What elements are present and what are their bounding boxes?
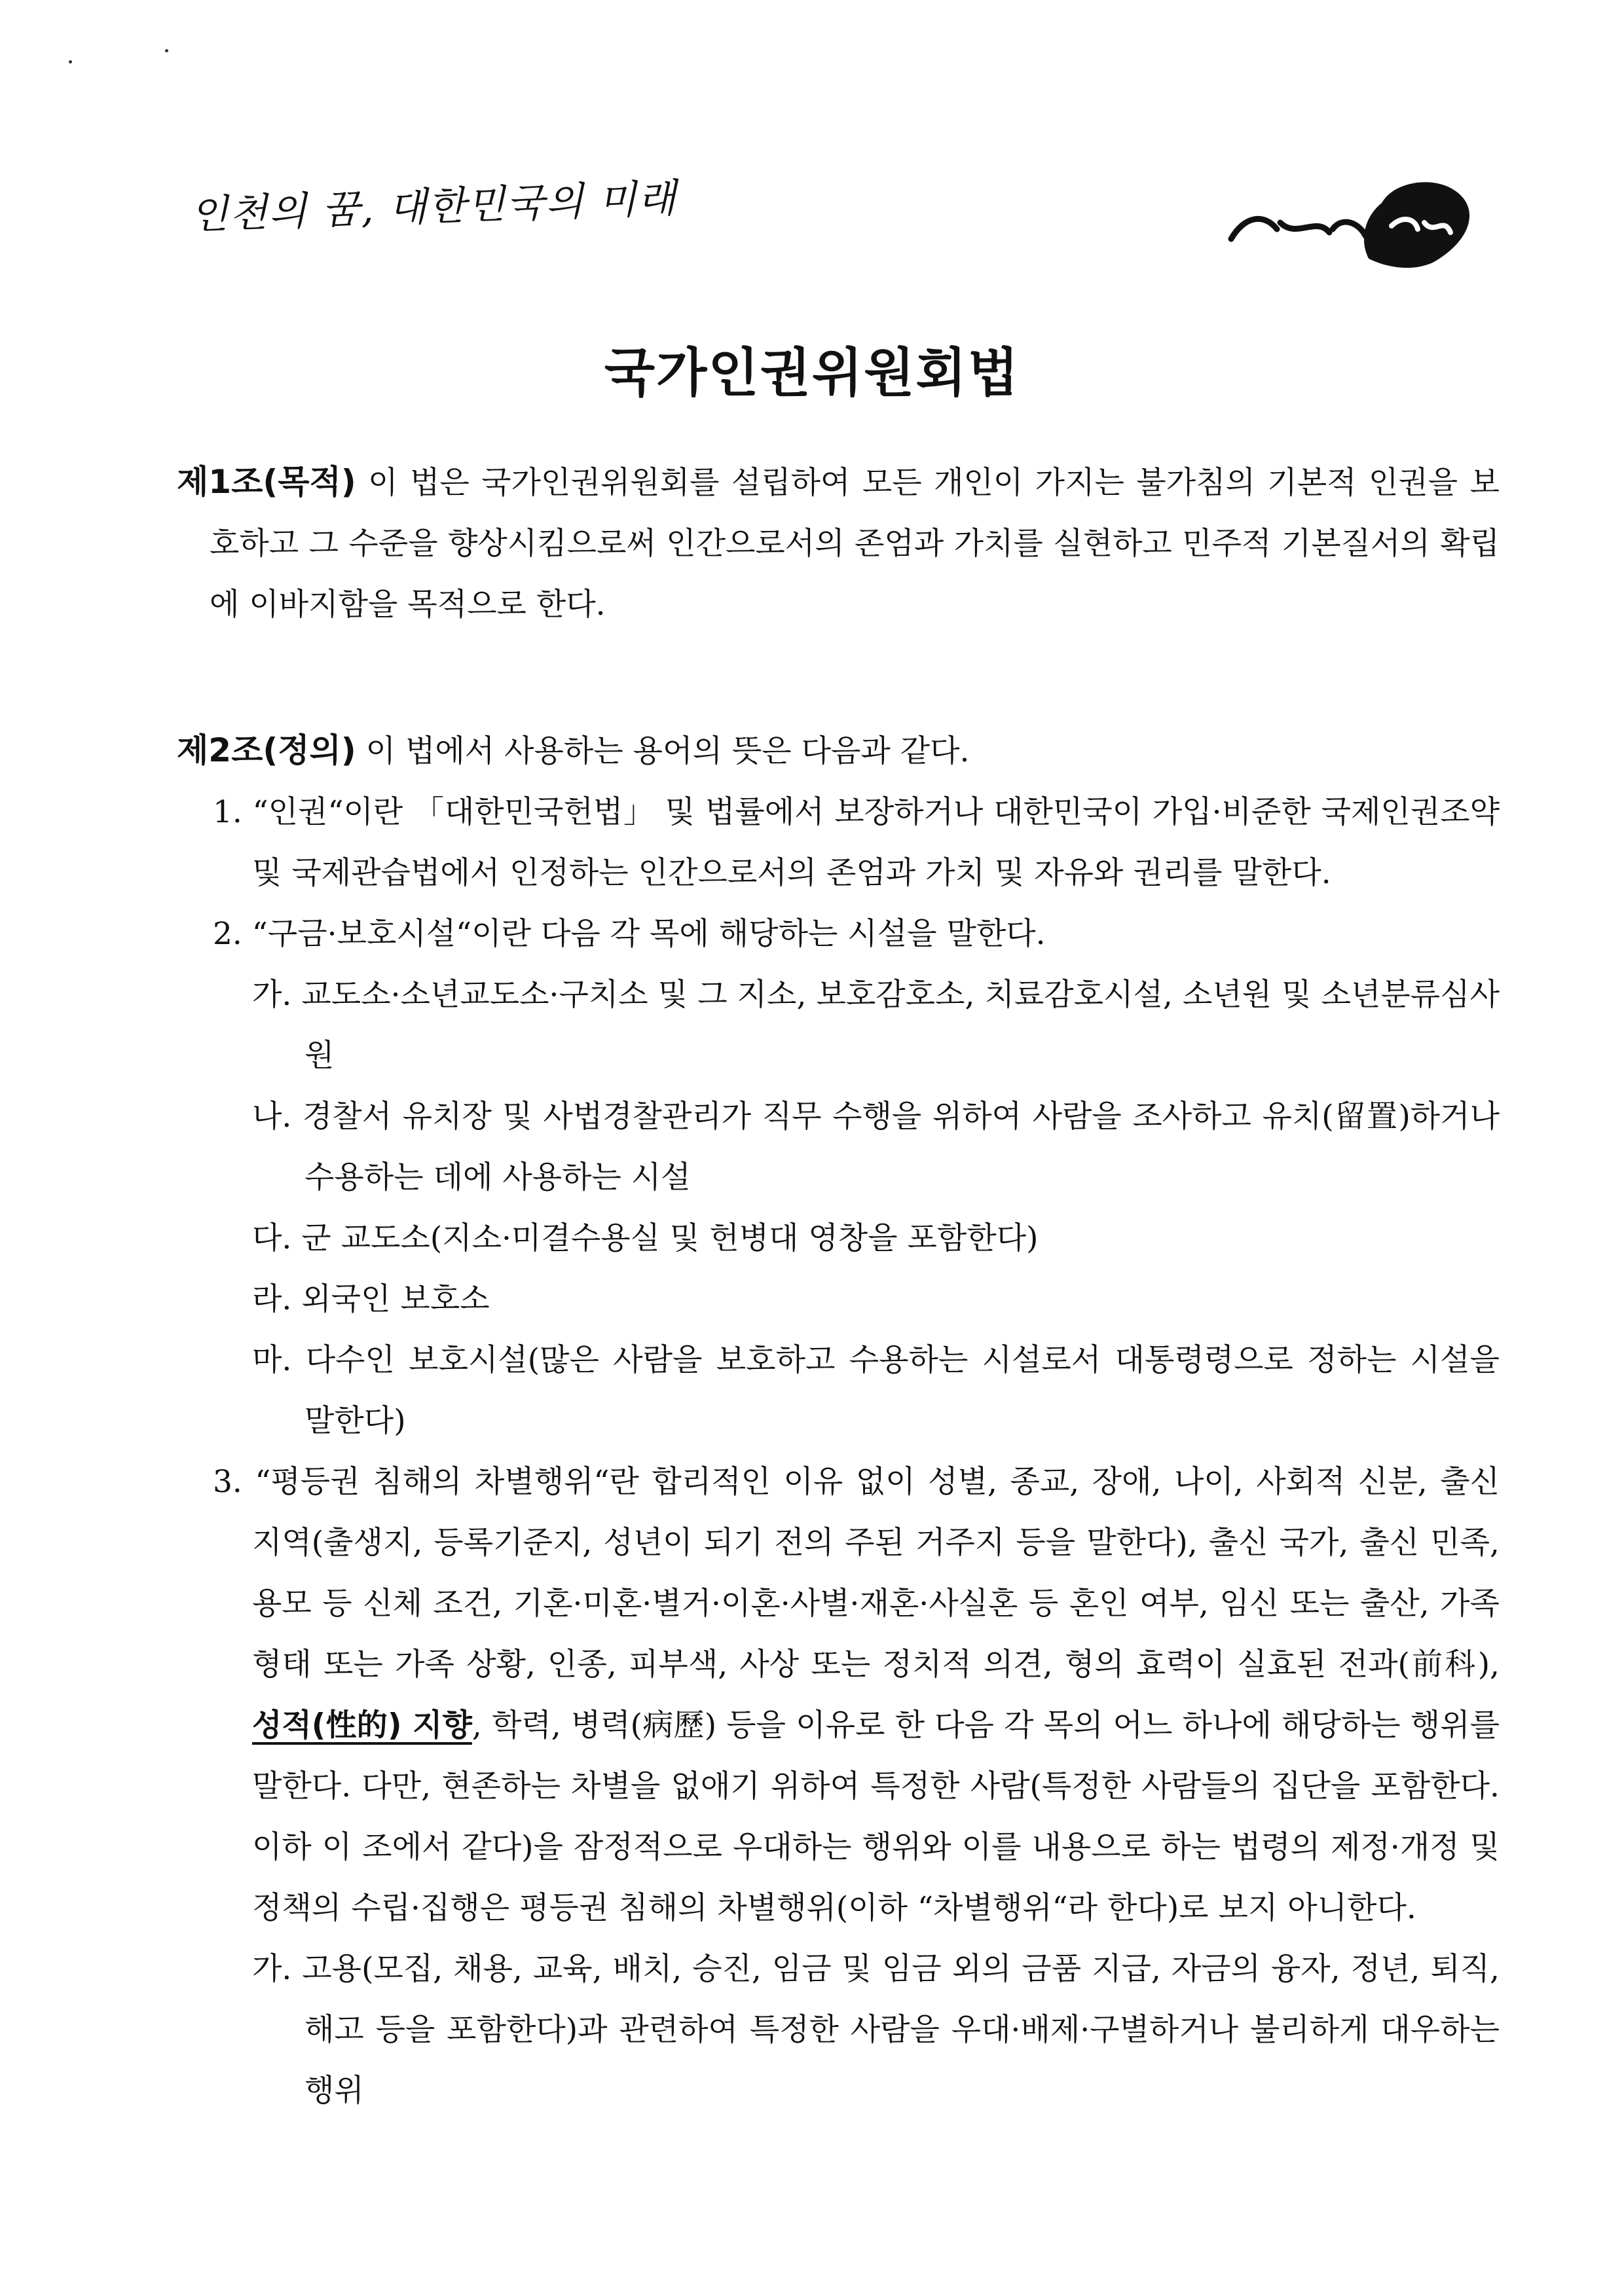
heart-logo-icon	[1218, 177, 1500, 275]
definition-item-2-ma: 마. 다수인 보호시설(많은 사람을 보호하고 수용하는 시설로서 대통령령으로 정하는 시설을 말한다)	[252, 1342, 1500, 1439]
definition-item-1: 1. “인권“이란 「대한민국헌법」 및 법률에서 보장하거나 대한민국이 가입·비준한 국제인권조약 및 국제관습법에서 인정하는 인간으로서의 존엄과 가치 및 자유와 권리를 말한다.	[213, 794, 1500, 891]
item-3-text-before: 3. “평등권 침해의 차별행위“란 합리적인 이유 없이 성별, 종교, 장애, 나이, 사회적 신분, 출신 지역(출생지, 등록기준지, 성년이 되기 전의 주된 거주지 등을 말한다), 출신 국가, 출신 민족, 용모 등 신체 조건, 기혼·미혼·별거·이혼·사별·재혼·사실혼 등 혼인 여부, 임신 또는 출산, 가족 형태 또는 가족 상황, 인종, 피부색, 사상 또는 정치적 의견, 형의 효력이 실효된 전과(前科),	[213, 1464, 1500, 1683]
scan-speck	[165, 49, 168, 52]
article-2-heading: 제2조(정의)	[177, 731, 356, 769]
definition-item-2-ga: 가. 교도소·소년교도소·구치소 및 그 지소, 보호감호소, 치료감호시설, 소년원 및 소년분류심사원	[252, 977, 1500, 1074]
spacer	[177, 635, 1500, 720]
item-3-text-after: , 학력, 병력(病歷) 등을 이유로 한 다음 각 목의 어느 하나에 해당하는 행위를 말한다. 다만, 현존하는 차별을 없애기 위하여 특정한 사람(특정한 사람들의 집단을 포함한다. 이하 이 조에서 같다)을 잠정적으로 우대하는 행위와 이를 내용으로 하는 법령의 제정·개정 및 정책의 수립·집행은 평등권 침해의 차별행위(이하 “차별행위“라 한다)로 보지 아니한다.	[252, 1707, 1500, 1926]
article-2	[177, 720, 1500, 2121]
definition-item-3-ga: 가. 고용(모집, 채용, 교육, 배치, 승진, 임금 및 임금 외의 금품 지급, 자금의 융자, 정년, 퇴직, 해고 등을 포함한다)과 관련하여 특정한 사람을 우대·배제·구별하거나 불리하게 대우하는 행위	[252, 1951, 1500, 2109]
definition-item-2-da: 다. 군 교도소(지소·미결수용실 및 헌병대 영창을 포함한다)	[252, 1220, 1039, 1256]
article-2-intro	[177, 720, 1500, 782]
document-body	[177, 452, 1500, 2121]
logo-left-slogan: 인천의 꿈, 대한민국의 미래	[189, 175, 678, 238]
definition-item-2: 2. “구금·보호시설“이란 다음 각 목에 해당하는 시설을 말한다.	[213, 916, 1046, 952]
item-3-underlined-term: 성적(性的) 지향	[252, 1707, 472, 1743]
definition-item-2-ra: 라. 외국인 보호소	[252, 1281, 490, 1317]
article-1	[177, 452, 1500, 635]
scan-speck	[69, 60, 72, 64]
article-1-text: 이 법은 국가인권위원회를 설립하여 모든 개인이 가지는 불가침의 기본적 인권을 보호하고 그 수준을 향상시킴으로써 인간으로서의 존엄과 가치를 실현하고 민주적 기본질서의 확립에 이바지함을 목적으로 한다.	[210, 465, 1500, 623]
page-title: 국가인권위원회법	[604, 342, 1020, 403]
logo-right-emblem	[1218, 177, 1500, 275]
definition-item-3	[177, 1451, 1500, 1939]
definition-item-2-na: 나. 경찰서 유치장 및 사법경찰관리가 직무 수행을 위하여 사람을 조사하고 유치(留置)하거나 수용하는 데에 사용하는 시설	[252, 1099, 1500, 1195]
article-1-heading: 제1조(목적)	[177, 463, 356, 501]
article-2-text: 이 법에서 사용하는 용어의 뜻은 다음과 같다.	[356, 733, 970, 769]
